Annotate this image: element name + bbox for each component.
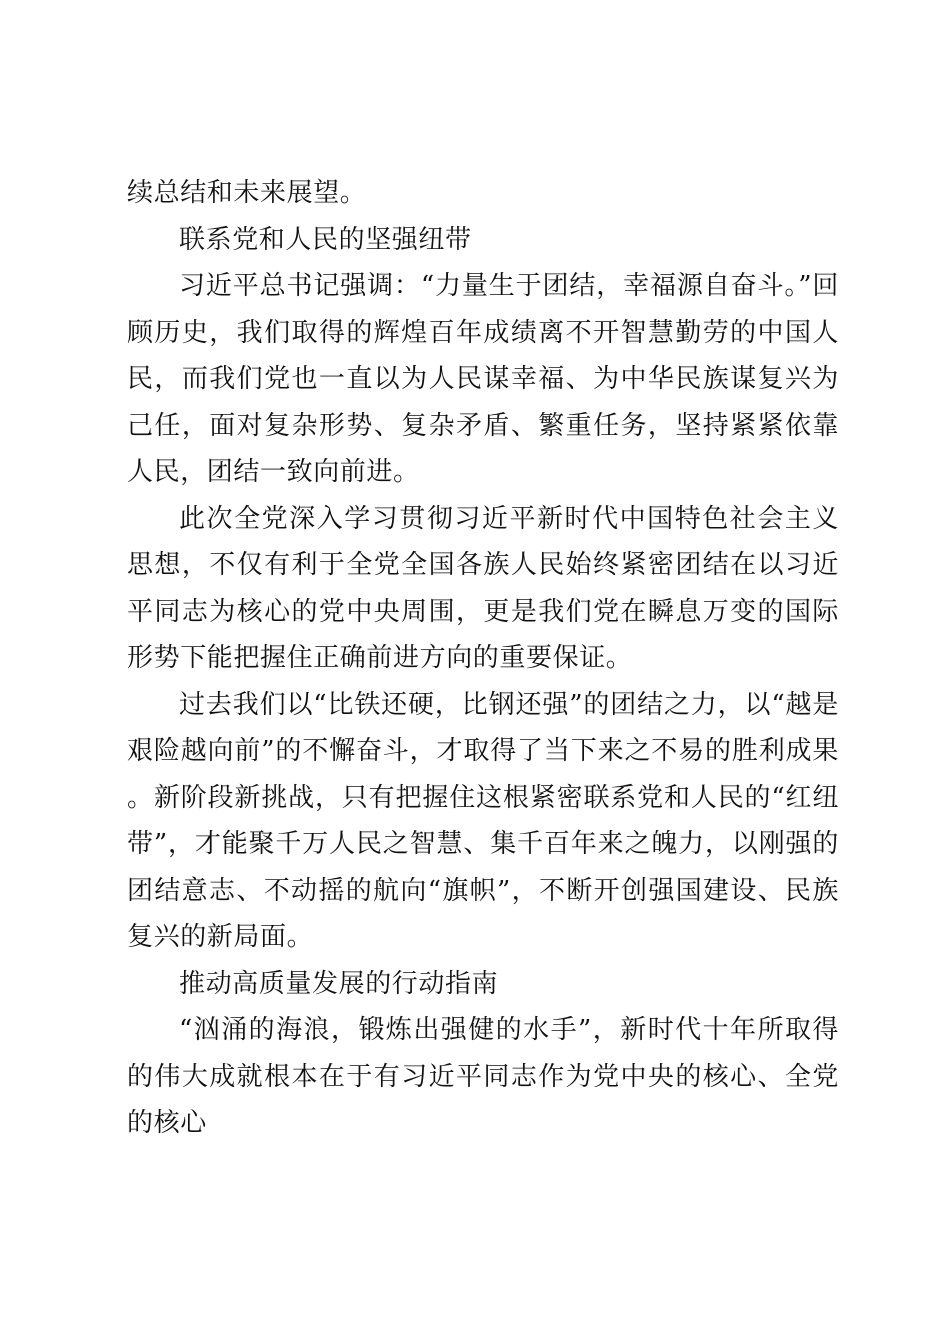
paragraph-study-thought: 此次全党深入学习贯彻习近平新时代中国特色社会主义思想，不仅有利于全党全国各族人民始终紧密团结在以习近平同志为核心的党中央周围，更是我们党在瞬息万变的国际形势下能把握住正确前进方向的重要保证。	[127, 503, 839, 673]
paragraph-unity-quote: 习近平总书记强调：“力量生于团结，幸福源自奋斗。”回顾历史，我们取得的辉煌百年成绩离不开智慧勤劳的中国人民，而我们党也一直以为人民谋幸福、为中华民族谋复兴为己任，面对复杂形势、复杂矛盾、繁重任务，坚持紧紧依靠人民，团结一致向前进。	[127, 271, 839, 487]
section-heading-guide: 推动高质量发展的行动指南	[179, 968, 499, 999]
section-heading-bond: 联系党和人民的坚强纽带	[179, 224, 472, 255]
paragraph-waves-quote: “汹涌的海浪，锻炼出强健的水手”，新时代十年所取得的伟大成就根本在于有习近平同志作为党中央的核心、全党的核心	[127, 1015, 839, 1138]
document-body	[127, 170, 839, 1147]
paragraph-past-struggle: 过去我们以“比铁还硬，比钢还强”的团结之力，以“越是艰险越向前”的不懈奋斗，才取得了当下来之不易的胜利成果。新阶段新挑战，只有把握住这根紧密联系党和人民的“红纽带”，才能聚千万人民之智慧、集千百年来之魄力，以刚强的团结意志、不动摇的航向“旗帜”，不断开创强国建设、民族复兴的新局面。	[127, 689, 839, 952]
paragraph-continuation: 续总结和未来展望。	[127, 178, 367, 208]
